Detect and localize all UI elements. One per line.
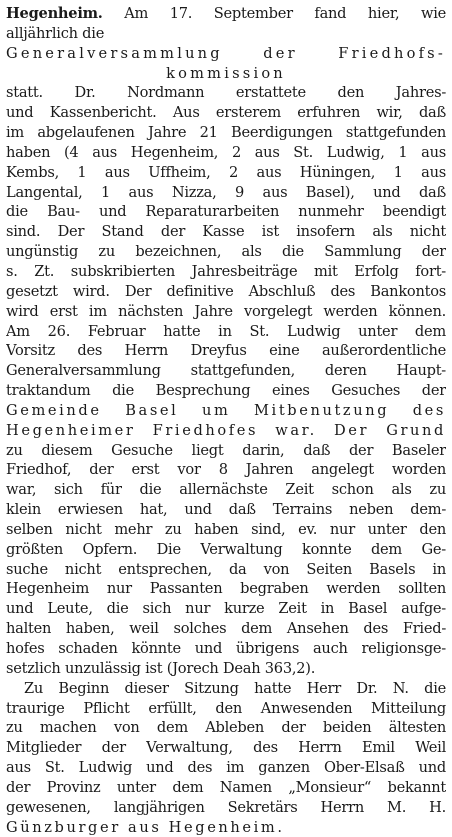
article-line: und Leute, die sich nur kurze Zeit in Basel aufge- — [6, 600, 446, 618]
article-line: Hegenheim nur Passanten begraben werden sollten — [6, 580, 446, 598]
article-line: Hegenheimer Friedhofes war. Der Grund — [6, 421, 446, 439]
article-line: haben (4 aus Hegenheim, 2 aus St. Ludwig, 1 aus — [6, 143, 446, 161]
article-line: alljährlich die — [6, 24, 105, 42]
article-line: Generalversammlung stattgefunden, deren Haupt- — [6, 362, 446, 380]
article-line: der Provinz unter dem Namen „Monsieur“ bekannt — [6, 778, 446, 796]
article-line: im abgelaufenen Jahre 21 Beerdigungen stattgefunden — [6, 124, 446, 142]
article-line: größten Opfern. Die Verwaltung konnte dem Ge- — [6, 540, 446, 558]
article-heading-line: Generalversammlung der Friedhofs- — [6, 44, 446, 62]
article-heading-line: kommission — [166, 64, 286, 82]
article-line: selben nicht mehr zu haben sind, ev. nur unter den — [6, 520, 446, 538]
article-line: Langental, 1 aus Nizza, 9 aus Basel), und daß — [6, 183, 446, 201]
article-line: Mitglieder der Verwaltung, des Herrn Emil Weil — [6, 739, 446, 757]
article-line: Zu Beginn dieser Sitzung hatte Herr Dr. N. die — [24, 679, 446, 697]
article-line: und Kassenbericht. Aus ersterem erfuhren wir, daß — [6, 104, 446, 122]
article-line: hofes schaden könnte und übrigens auch religionsge- — [6, 640, 446, 657]
article-line: Vorsitz des Herrn Dreyfus eine außerordentliche — [6, 342, 446, 360]
dateline: Hegenheim. — [6, 5, 103, 22]
article-line: war, sich für die allernächste Zeit schon als zu — [6, 481, 446, 499]
article-line: klein erwiesen hat, und daß Terrains neben dem- — [6, 501, 446, 519]
article-line: sind. Der Stand der Kasse ist insofern als nicht — [6, 223, 446, 241]
article-line: gewesenen, langjährigen Sekretärs Herrn M. H. — [6, 798, 446, 816]
article-line: traktandum die Besprechung eines Gesuches der — [6, 382, 446, 400]
article-line: wird erst im nächsten Jahre vorgelegt werden können. — [6, 302, 446, 320]
article-line: zu machen von dem Ableben der beiden ältesten — [6, 719, 446, 737]
article-line: traurige Pflicht erfüllt, den Anwesenden Mitteilung — [6, 699, 446, 717]
article-line: Friedhof, der erst vor 8 Jahren angelegt worden — [6, 461, 446, 479]
article-line: gesetzt wird. Der definitive Abschluß des Bankontos — [6, 282, 446, 300]
article-line: setzlich unzulässig ist (Jorech Deah 363,2). — [6, 659, 316, 677]
article-line: Am 26. Februar hatte in St. Ludwig unter dem — [6, 322, 446, 340]
article-line: Kembs, 1 aus Uffheim, 2 aus Hüningen, 1 aus — [6, 163, 446, 181]
article-line: Günzburger aus Hegenheim. — [6, 818, 285, 836]
article-line: halten haben, weil solches dem Ansehen des Fried- — [6, 620, 446, 638]
article-line: Gemeinde Basel um Mitbenutzung des — [6, 401, 446, 419]
article-line: die Bau- und Reparaturarbeiten nunmehr beendigt — [6, 203, 446, 221]
article-line: Hegenheim. Am 17. September fand hier, wie — [6, 5, 446, 22]
article-line: suche nicht entsprechen, da von Seiten Basels in — [6, 560, 446, 578]
article-line: zu diesem Gesuche liegt darin, daß der Baseler — [6, 441, 446, 459]
article-line: s. Zt. subskribierten Jahresbeiträge mit Erfolg fort- — [6, 262, 446, 280]
article-line: ungünstig zu bezeichnen, als die Sammlung der — [6, 243, 446, 261]
article-line: aus St. Ludwig und des im ganzen Ober-Elsaß und — [6, 759, 446, 777]
article-line: statt. Dr. Nordmann erstattete den Jahres- — [6, 84, 446, 102]
